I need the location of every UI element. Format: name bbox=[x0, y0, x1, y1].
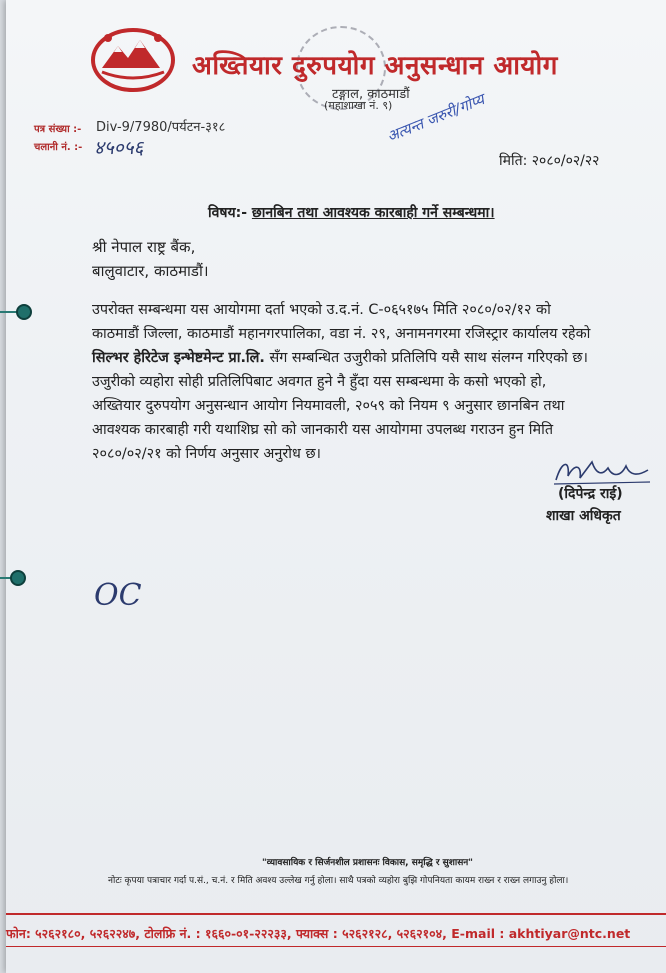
body-line: उजुरीको व्यहोरा सोही प्रतिलिपिबाट अवगत हुने नै हुँदा यस सम्बन्धमा के कसो भएको हो, bbox=[92, 374, 547, 390]
subject-text: छानबिन तथा आवश्यक कारबाही गर्ने सम्बन्धमा। bbox=[251, 205, 495, 221]
reference-number-value: Div-9/7980/पर्यटन-३१८ bbox=[96, 120, 226, 135]
organization-motto: "व्यावसायिक र सिर्जनशील प्रशासनः विकास, समृद्धि र सुशासन" bbox=[262, 858, 473, 868]
subject-label: विषय:- bbox=[208, 205, 248, 221]
handwritten-note: OC bbox=[94, 578, 142, 613]
footer-divider bbox=[6, 913, 666, 915]
urgent-confidential-stamp: अत्यन्त जरुरी/गोप्य bbox=[384, 90, 487, 146]
contact-footer: फोन: ५२६२१८०, ५२६२२४७, टोलफ्रि नं. : १६६०-०१-२२२३३, फ्याक्स : ५२६२१२८, ५२६२१०४, E-mail : akhtiyar@ntc.net bbox=[6, 926, 631, 941]
body-line: अख्तियार दुरुपयोग अनुसन्धान आयोग नियमावली, २०५९ को नियम ९ अनुसार छानबिन तथा bbox=[92, 398, 565, 414]
subject-line bbox=[208, 203, 495, 222]
recipient-name: श्री नेपाल राष्ट्र बैंक, bbox=[92, 238, 196, 256]
recipient-address: बालुवाटार, काठमाडौं। bbox=[92, 262, 209, 280]
body-line: उपरोक्त सम्बन्धमा यस आयोगमा दर्ता भएको उ.द.नं. C-०६५१७५ मिति २०८०/०२/१२ को bbox=[92, 302, 551, 318]
letter-date: मिति: २०८०/०२/२२ bbox=[499, 153, 600, 169]
body-line bbox=[92, 348, 588, 367]
letter-page bbox=[6, 0, 666, 973]
body-line: काठमाडौं जिल्ला, काठमाडौं महानगरपालिका, वडा नं. २९, अनामनगरमा रजिस्ट्रार कार्यालय रहेको bbox=[92, 326, 591, 342]
binder-hole bbox=[10, 570, 26, 586]
body-line: २०८०/०२/२१ को निर्णय अनुसार अनुरोध छ। bbox=[92, 446, 321, 462]
organization-division: (महाशाखा नं. ९) bbox=[324, 99, 393, 112]
dispatch-number-label: चलानी नं. :- bbox=[34, 142, 83, 153]
reference-number-label: पत्र संख्या :- bbox=[34, 124, 82, 135]
organization-address: टङ्गाल, काठमाडौं bbox=[332, 87, 410, 102]
footer-note: नोटः कृपया पत्राचार गर्दा प.सं., च.नं. र मिति अवश्य उल्लेख गर्नु होला। साथै पत्रको व्यहोरा बुझि गोपनियता कायम राख्न र राख्न लगाउनु होला। bbox=[108, 876, 569, 886]
organization-name: अख्तियार दुरुपयोग अनुसन्धान आयोग bbox=[192, 51, 558, 81]
body-line: आवश्यक कारबाही गरी यथाशिघ्र सो को जानकारी यस आयोगमा उपलब्ध गराउन हुन मिति bbox=[92, 422, 554, 438]
signatory-title: शाखा अधिकृत bbox=[546, 508, 621, 524]
footer-divider bbox=[6, 946, 666, 947]
signatory-name: (दिपेन्द्र राई) bbox=[558, 486, 623, 502]
nepal-emblem-logo bbox=[88, 24, 178, 94]
company-name: सिल्भर हेरिटेज इन्भेष्टमेन्ट प्रा.लि. bbox=[92, 350, 265, 366]
body-line-rest: सँग सम्बन्धित उजुरीको प्रतिलिपि यसै साथ संलग्न गरिएको छ। bbox=[264, 350, 588, 366]
binder-hole bbox=[16, 304, 32, 320]
dispatch-number-value: ४५०५६ bbox=[94, 137, 144, 159]
handwritten-signature bbox=[552, 454, 652, 488]
